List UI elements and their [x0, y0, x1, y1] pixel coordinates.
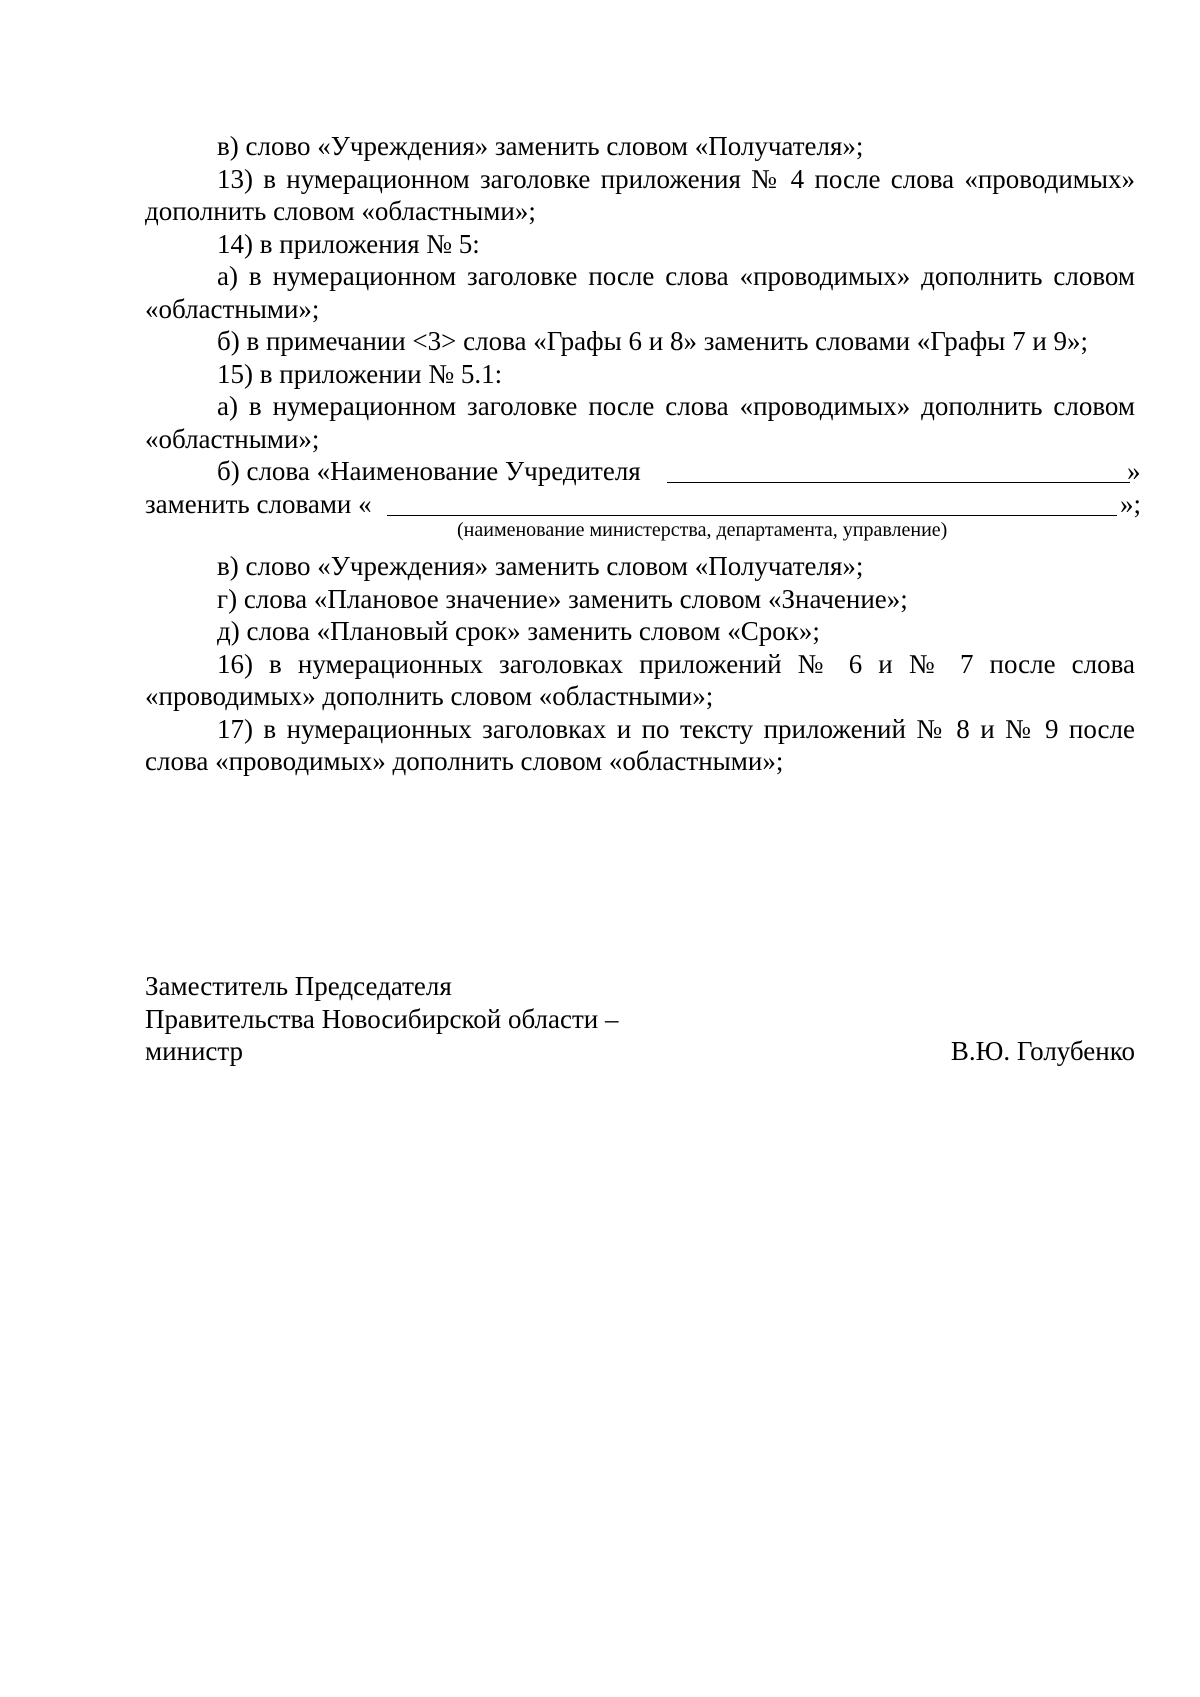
paragraph-15d: д) слова «Плановый срок» заменить словом «Срок»;: [217, 616, 820, 646]
document-body: [145, 130, 1142, 778]
signature-title-3: министр: [145, 1036, 244, 1066]
paragraph-v-uchrezhdeniya: в) слово «Учреждения» заменить словом «Получателя»;: [217, 131, 864, 161]
fill-caption: (наименование министерства, департамента, управление): [457, 519, 948, 541]
paragraph-13: 13) в нумерационном заголовке приложения № 4 после слова «проводимых» дополнить словом «областными»;: [145, 163, 1135, 226]
paragraph-15v: в) слово «Учреждения» заменить словом «Получателя»;: [217, 551, 864, 581]
paragraph-16: 16) в нумерационных заголовках приложений № 6 и № 7 после слова «проводимых» дополнить словом «областными»;: [145, 648, 1135, 711]
paragraph-14a: а) в нумерационном заголовке после слова «проводимых» дополнить словом «областными»;: [145, 261, 1135, 324]
fill-line-replace: [145, 488, 1142, 521]
signature-title-line-3: [145, 1035, 1135, 1068]
signature-title-2: Правительства Новосибирской области –: [145, 1003, 619, 1034]
fill-line-founder: [145, 455, 1141, 488]
fill-caption-line: [145, 520, 1135, 550]
paragraph-15a: а) в нумерационном заголовке после слова «проводимых» дополнить словом «областными»;: [145, 391, 1135, 454]
signatory-name: В.Ю. Голубенко: [950, 1036, 1135, 1066]
paragraph-14b: б) в примечании <3> слова «Графы 6 и 8» заменить словами «Графы 7 и 9»;: [217, 326, 1089, 356]
fill-line-founder-tail: »: [1127, 456, 1141, 486]
signature-title-1: Заместитель Председателя: [145, 971, 452, 1001]
blank-underline-replace: [387, 488, 1117, 516]
signature-title-line-1: [145, 970, 1135, 1003]
blank-underline-founder: [667, 455, 1130, 483]
fill-line-replace-lead: заменить словами «: [145, 488, 372, 519]
paragraph-17: 17) в нумерационных заголовках и по тексту приложений № 8 и № 9 после слова «проводимых» дополнить словом «областными»;: [145, 713, 1135, 776]
paragraph-14: 14) в приложения № 5:: [217, 228, 480, 259]
fill-line-founder-lead: б) слова «Наименование Учредителя: [217, 456, 641, 486]
fill-line-replace-tail: »;: [1120, 488, 1142, 519]
paragraph-15g: г) слова «Плановое значение» заменить словом «Значение»;: [217, 583, 908, 614]
paragraph-15: 15) в приложении № 5.1:: [217, 358, 503, 389]
signature-block: [145, 970, 1135, 1068]
signature-title-line-2: [145, 1003, 1135, 1036]
